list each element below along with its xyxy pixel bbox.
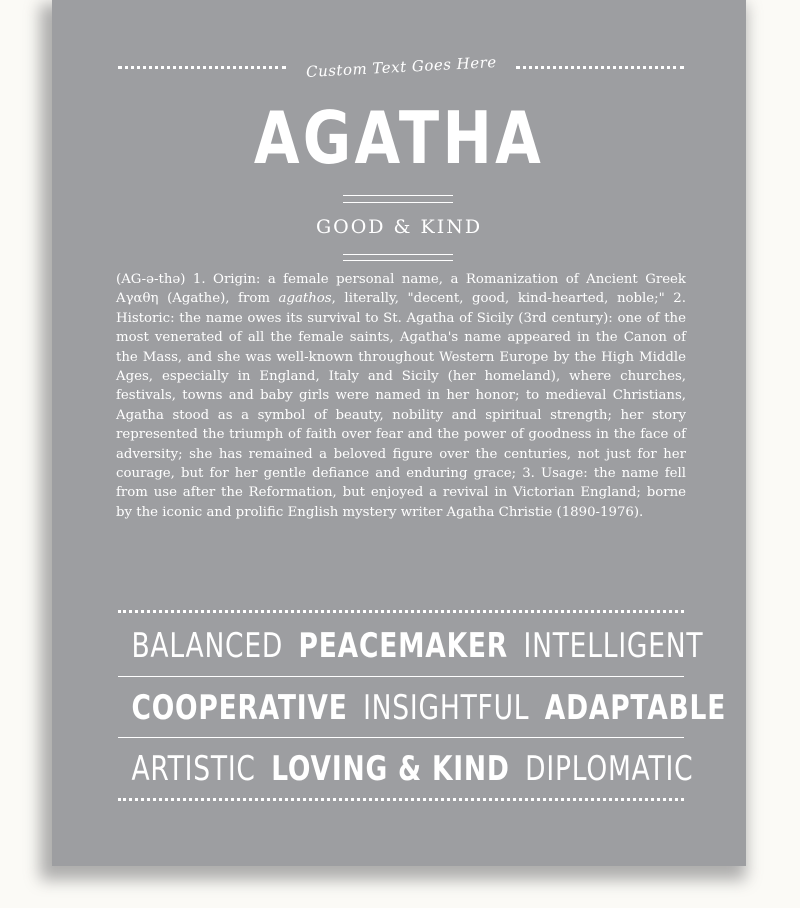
name-underline-top [343,195,453,196]
definition-part-1: (AG-ə-thə) 1. Origin: a female personal name, a Romanization of Ancient Greek Αγαθη (Agathe), from [116,272,686,307]
trait-word: COOPERATIVE [131,688,348,728]
trait-row-1 [128,624,704,668]
trait-word: LOVING & KIND [271,749,510,789]
trait-row-3 [128,747,694,791]
traits-top-dotted-divider [118,610,684,613]
definition-italic-word: agathos [278,291,332,307]
trait-row-2 [128,686,727,730]
right-dotted-divider [516,66,684,69]
trait-word: DIPLOMATIC [525,749,694,789]
name-meaning: GOOD & KIND [315,216,483,238]
meaning-underline-bottom [343,260,453,261]
traits-bottom-dotted-divider [118,798,684,801]
trait-word: ARTISTIC [131,749,256,789]
poster-name: AGATHA [253,96,545,180]
left-dotted-divider [118,66,286,69]
trait-word: BALANCED [131,626,284,666]
header-row [118,54,684,80]
trait-word: PEACEMAKER [298,626,509,666]
meaning-underline-top [343,254,453,255]
name-poster [52,0,746,866]
trait-word: INTELLIGENT [523,626,704,666]
traits-divider-1 [118,676,684,677]
traits-divider-2 [118,737,684,738]
trait-word: ADAPTABLE [544,688,727,728]
name-definition [116,270,686,522]
trait-word: INSIGHTFUL [363,688,530,728]
definition-part-2: , literally, "decent, good, kind-hearted, noble;" 2. Historic: the name owes its survival to St. Agatha of Sicily (3rd century): one of the most venerated of all the female saints, Agatha's name appeared in the Canon of the Mass, and she was well-known throughout Western Europe by the High Middle Ages, especially in England, Italy and Sicily (her homeland), where churches, festivals, towns and baby girls were named in her honor; to medieval Christians, Agatha stood as a symbol of beauty, nobility and spiritual strength; her story represented the triumph of faith over fear and the power of goodness in the face of adversity; she has remained a beloved figure over the centuries, not just for her courage, but for her gentle defiance and enduring grace; 3. Usage: the name fell from use after the Reformation, but enjoyed a revival in Victorian England; borne by the iconic and prolific English mystery writer Agatha Christie (1890-1976). [116,291,686,520]
name-underline-bottom [343,202,453,203]
custom-text: Custom Text Goes Here [305,53,497,81]
